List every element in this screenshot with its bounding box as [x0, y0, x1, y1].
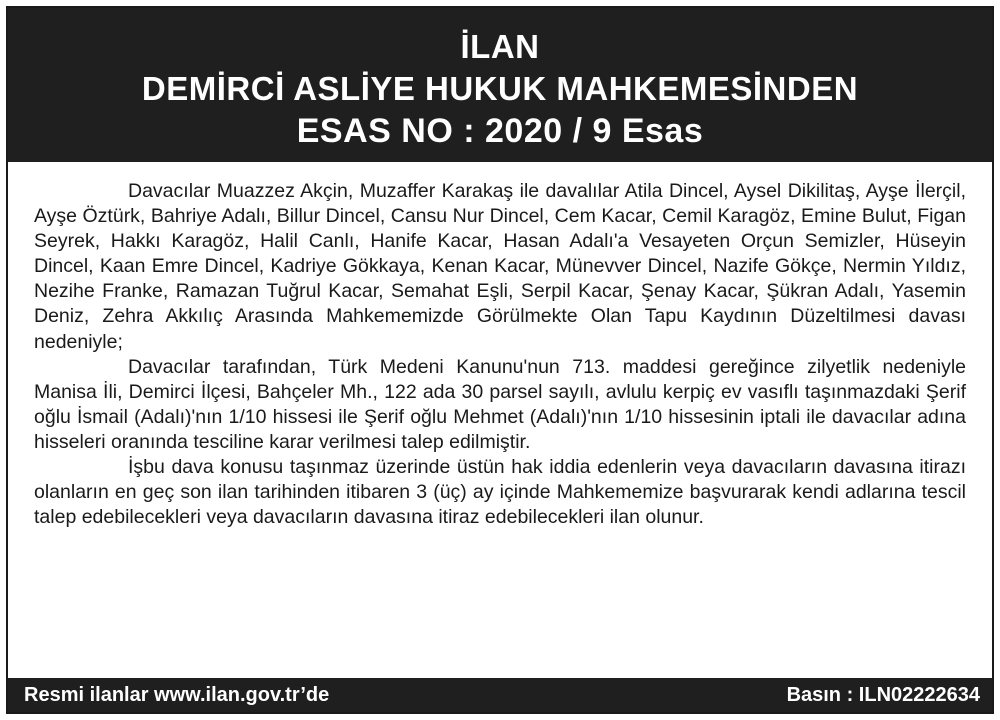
notice-header [8, 8, 992, 162]
press-code: Basın : ILN02222634 [786, 683, 980, 706]
paragraph-announcement: İşbu dava konusu taşınmaz üzerinde üstün hak iddia edenlerin veya davacıların davasına itirazı olanların en geç son ilan tarihinden itibaren 3 (üç) ay içinde Mahkememize başvurarak kendi adlarına tescil talep edebilecekleri veya davacıların davasına itiraz edebilecekleri ilan olunur. [34, 456, 966, 529]
official-ads-link-text: Resmi ilanlar www.ilan.gov.tr’de [24, 683, 330, 706]
legal-notice [6, 6, 994, 714]
court-name: DEMİRCİ ASLİYE HUKUK MAHKEMESİNDEN [141, 70, 859, 107]
notice-title: İLAN [460, 28, 540, 65]
notice-body [8, 162, 992, 678]
paragraph-parties: Davacılar Muazzez Akçin, Muzaffer Karakaş ile davalılar Atila Dincel, Aysel Dikilitaş, Ayşe İlerçil, Ayşe Öztürk, Bahriye Adalı, Billur Dincel, Cansu Nur Dincel, Cem Kacar, Cemil Karagöz, Emine Bulut, Figan Seyrek, Hakkı Karagöz, Halil Canlı, Hanife Kacar, Hasan Adalı'a Vesayeten Orçun Semizler, Hüseyin Dincel, Kaan Emre Dincel, Kadriye Gökkaya, Kenan Kacar, Münevver Dincel, Nazife Gökçe, Nermin Yıldız, Nezihe Franke, Ramazan Tuğrul Kacar, Semahat Eşli, Serpil Kacar, Şenay Kacar, Şükran Adalı, Yasemin Deniz, Zehra Akkılıç Arasında Mahkememizde Görülmekte Olan Tapu Kaydının Düzeltilmesi davası nedeniyle; [34, 180, 966, 353]
notice-footer [8, 678, 992, 712]
paragraph-claim: Davacılar tarafından, Türk Medeni Kanunu'nun 713. maddesi gereğince zilyetlik nedeniyle Manisa İli, Demirci İlçesi, Bahçeler Mh., 122 ada 30 parsel sayılı, avlulu kerpiç ev vasıflı taşınmazdaki Şerif oğlu İsmail (Adalı)'nın 1/10 hissesi ile Şerif oğlu Mehmet (Adalı)'nın 1/10 hissesinin iptali ile davacılar adına hisseleri oranında tesciline karar verilmesi talep edilmiştir. [34, 355, 966, 453]
case-number: ESAS NO : 2020 / 9 Esas [296, 112, 704, 150]
